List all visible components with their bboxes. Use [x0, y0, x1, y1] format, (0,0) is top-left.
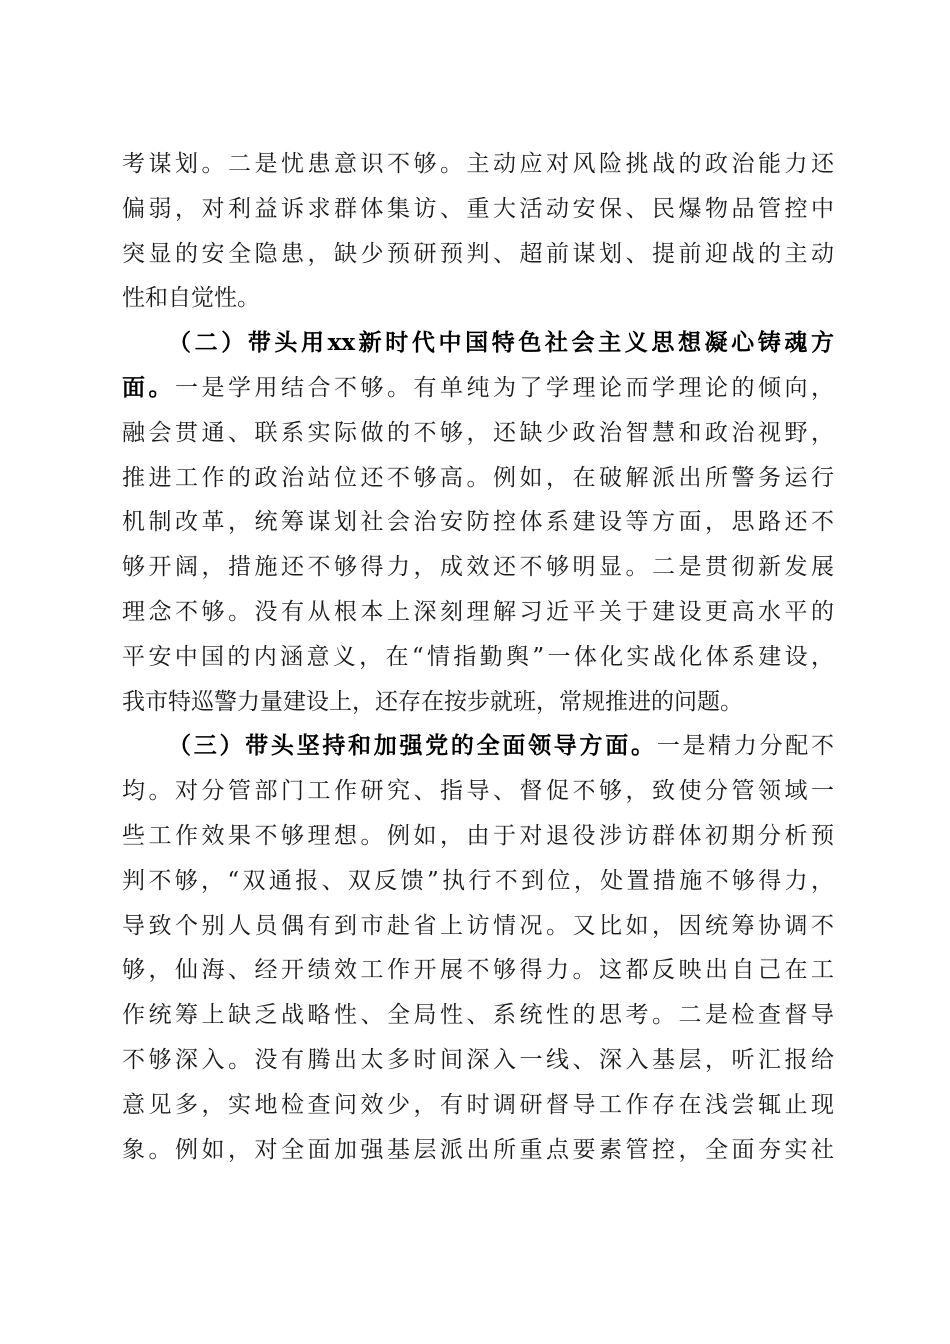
- text-line: 够开阔，措施还不够得力，成效还不够明显。二是贯彻新发展: [122, 554, 834, 581]
- text-line: 我市特巡警力量建设上，还存在按步就班，常规推进的问题。: [122, 688, 743, 715]
- document-body: [122, 142, 834, 1172]
- text-line: 理念不够。没有从根本上深刻理解习近平关于建设更高水平的: [122, 598, 834, 625]
- text-line: 够，仙海、经开绩效工作开展不够得力。这都反映出自己在工: [122, 957, 834, 984]
- text-line: 性和自觉性。: [122, 285, 260, 312]
- section-heading-two-end: 面。: [122, 373, 175, 401]
- text-line: 不够深入。没有腾出太多时间深入一线、深入基层，听汇报给: [122, 1046, 834, 1073]
- section-heading-three: （三）带头坚持和加强党的全面领导方面。: [168, 732, 657, 760]
- text-line: 突显的安全隐患，缺少预研预判、超前谋划、提前迎战的主动: [122, 240, 834, 267]
- text-line: [122, 366, 834, 411]
- text-line: 判不够，“双通报、双反馈”执行不到位，处置措施不够得力，: [122, 867, 834, 894]
- text-line: 平安中国的内涵意义，在“情指勤舆”一体化实战化体系建设，: [122, 643, 834, 670]
- text-line: 象。例如，对全面加强基层派出所重点要素管控，全面夯实社: [122, 1136, 834, 1163]
- text-line: 机制改革，统筹谋划社会治安防控体系建设等方面，思路还不: [122, 509, 834, 536]
- text-line: 偏弱，对利益诉求群体集访、重大活动安保、民爆物品管控中: [122, 195, 834, 222]
- section-heading-two: （二）带头用xx新时代中国特色社会主义思想凝心铸魂方: [168, 329, 834, 357]
- text-line: 意见多，实地检查问效少，有时调研督导工作存在浅尝辄止现: [122, 1091, 834, 1118]
- text-line: 导致个别人员偶有到市赴省上访情况。又比如，因统筹协调不: [122, 912, 834, 939]
- text-line: 推进工作的政治站位还不够高。例如，在破解派出所警务运行: [122, 464, 834, 491]
- section-heading-line: [122, 724, 834, 769]
- text-line: 作统筹上缺乏战略性、全局性、系统性的思考。二是检查督导: [122, 1002, 834, 1029]
- text-span: 一是学用结合不够。有单纯为了学理论而学理论的倾向，: [175, 374, 834, 401]
- text-line: 考谋划。二是忧患意识不够。主动应对风险挑战的政治能力还: [122, 151, 834, 177]
- text-span: 一是精力分配不: [656, 733, 834, 760]
- text-line: 些工作效果不够理想。例如，由于对退役涉访群体初期分析预: [122, 822, 834, 849]
- text-line: 均。对分管部门工作研究、指导、督促不够，致使分管领域一: [122, 778, 834, 805]
- text-line: 融会贯通、联系实际做的不够，还缺少政治智慧和政治视野，: [122, 419, 834, 446]
- section-heading-line: [122, 321, 834, 366]
